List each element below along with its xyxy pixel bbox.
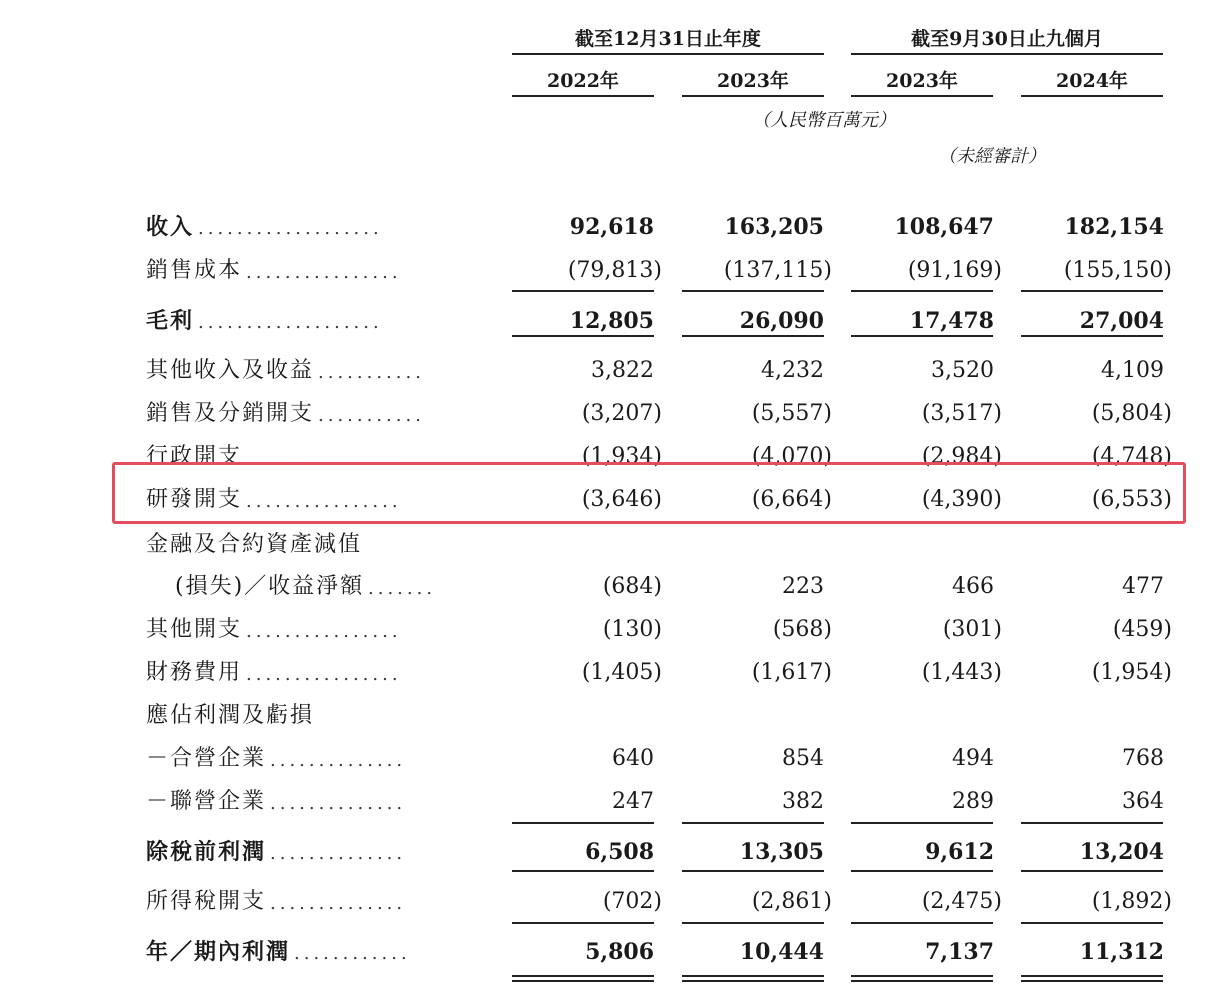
row-label: 毛利 bbox=[146, 308, 195, 334]
row-value: (91,169) bbox=[907, 258, 1002, 283]
table-row bbox=[0, 399, 1213, 439]
row-value: 92,618 bbox=[569, 214, 654, 240]
row-value: (6,553) bbox=[1091, 487, 1172, 512]
row-value: 382 bbox=[782, 789, 824, 814]
table-row bbox=[0, 530, 1213, 570]
total-double-rule bbox=[851, 980, 993, 982]
row-value: (2,984) bbox=[921, 444, 1002, 469]
row-value: (301) bbox=[942, 617, 1002, 642]
row-value: 4,232 bbox=[761, 358, 824, 383]
leader-dots: .............. bbox=[270, 893, 407, 914]
total-double-rule bbox=[682, 980, 824, 982]
row-value: (155,150) bbox=[1063, 258, 1172, 283]
subtotal-rule bbox=[512, 335, 654, 337]
subtotal-rule bbox=[851, 870, 993, 872]
row-value: (5,557) bbox=[751, 401, 832, 426]
row-value: (568) bbox=[772, 617, 832, 642]
unit-note: （人民幣百萬元） bbox=[752, 110, 896, 131]
row-label: －聯營企業 bbox=[146, 789, 267, 814]
subtotal-rule bbox=[682, 335, 824, 337]
year-rule bbox=[512, 95, 654, 97]
leader-dots: .............. bbox=[270, 843, 407, 864]
row-value: (1,405) bbox=[581, 660, 662, 685]
year-rule bbox=[1021, 95, 1163, 97]
row-value: 13,204 bbox=[1079, 839, 1164, 865]
subtotal-rule bbox=[512, 870, 654, 872]
row-value: 247 bbox=[612, 789, 654, 814]
unaudited-note: （未經審計） bbox=[938, 146, 1046, 167]
row-value: (1,934) bbox=[581, 444, 662, 469]
row-label: 金融及合約資產減值 bbox=[146, 532, 363, 557]
row-value: 364 bbox=[1122, 789, 1164, 814]
row-label: 除稅前利潤 bbox=[146, 839, 267, 865]
row-value: 6,508 bbox=[585, 839, 654, 865]
year-rule bbox=[682, 95, 824, 97]
table-row bbox=[0, 887, 1213, 927]
row-label: 應佔利潤及虧損 bbox=[146, 703, 315, 728]
row-value: (1,954) bbox=[1091, 660, 1172, 685]
row-value: (4,748) bbox=[1091, 444, 1172, 469]
subtotal-rule bbox=[682, 822, 824, 824]
row-value: 640 bbox=[612, 746, 654, 771]
row-value: 12,805 bbox=[569, 308, 654, 334]
row-value: (1,892) bbox=[1091, 889, 1172, 914]
subtotal-rule bbox=[1021, 290, 1163, 292]
table-row bbox=[0, 701, 1213, 741]
row-value: 17,478 bbox=[909, 308, 994, 334]
row-value: (137,115) bbox=[723, 258, 832, 283]
row-value: 4,109 bbox=[1101, 358, 1164, 383]
row-value: (79,813) bbox=[567, 258, 662, 283]
row-value: (684) bbox=[602, 574, 662, 599]
row-value: 494 bbox=[952, 746, 994, 771]
subtotal-rule bbox=[1021, 335, 1163, 337]
subtotal-rule bbox=[512, 922, 654, 924]
leader-dots: .............. bbox=[270, 750, 407, 771]
row-value: (5,804) bbox=[1091, 401, 1172, 426]
subtotal-rule bbox=[682, 870, 824, 872]
subtotal-rule bbox=[1021, 922, 1163, 924]
row-value: 466 bbox=[952, 574, 994, 599]
year-header: 2023年 bbox=[886, 70, 958, 92]
leader-dots: ....... bbox=[368, 578, 437, 599]
year-header: 2022年 bbox=[547, 70, 619, 92]
row-value: (459) bbox=[1112, 617, 1172, 642]
row-value: (6,664) bbox=[751, 487, 832, 512]
leader-dots: ................ bbox=[246, 621, 402, 642]
header-group-nine-months: 截至9月30日止九個月 bbox=[911, 28, 1103, 50]
row-label: (損失)／收益淨額 bbox=[175, 574, 365, 599]
leader-dots: ........... bbox=[318, 362, 425, 383]
subtotal-rule bbox=[1021, 822, 1163, 824]
subtotal-rule bbox=[682, 290, 824, 292]
subtotal-rule bbox=[682, 922, 824, 924]
row-label: 銷售及分銷開支 bbox=[146, 401, 315, 426]
row-label: 年／期內利潤 bbox=[146, 939, 291, 965]
row-value: 477 bbox=[1122, 574, 1164, 599]
total-double-rule bbox=[512, 980, 654, 982]
subtotal-rule bbox=[851, 822, 993, 824]
row-value: 182,154 bbox=[1064, 214, 1164, 240]
row-value: 163,205 bbox=[724, 214, 824, 240]
row-value: (3,517) bbox=[921, 401, 1002, 426]
row-value: 768 bbox=[1122, 746, 1164, 771]
row-value: 9,612 bbox=[925, 839, 994, 865]
total-double-rule bbox=[1021, 975, 1163, 977]
row-value: (4,390) bbox=[921, 487, 1002, 512]
row-value: 7,137 bbox=[925, 939, 994, 965]
row-value: (1,443) bbox=[921, 660, 1002, 685]
row-label: 研發開支 bbox=[146, 487, 243, 512]
row-value: 854 bbox=[782, 746, 824, 771]
leader-dots: ................ bbox=[246, 491, 402, 512]
header-group-rule bbox=[851, 53, 1163, 55]
table-row bbox=[0, 212, 1213, 252]
row-value: 108,647 bbox=[894, 214, 994, 240]
row-value: 26,090 bbox=[739, 308, 824, 334]
row-label: 收入 bbox=[146, 214, 195, 240]
table-row bbox=[0, 306, 1213, 346]
row-value: 27,004 bbox=[1079, 308, 1164, 334]
row-label: 財務費用 bbox=[146, 660, 243, 685]
table-row bbox=[0, 937, 1213, 977]
leader-dots: ................... bbox=[198, 218, 383, 239]
leader-dots: .............. bbox=[270, 793, 407, 814]
leader-dots: ................ bbox=[246, 262, 402, 283]
row-value: (1,617) bbox=[751, 660, 832, 685]
row-label: 行政開支 bbox=[146, 444, 243, 469]
subtotal-rule bbox=[851, 922, 993, 924]
subtotal-rule bbox=[512, 822, 654, 824]
row-label: 所得稅開支 bbox=[146, 889, 267, 914]
row-value: (2,861) bbox=[751, 889, 832, 914]
table-row bbox=[0, 572, 1213, 612]
leader-dots: ................... bbox=[198, 312, 383, 333]
leader-dots: ........... bbox=[318, 405, 425, 426]
table-row bbox=[0, 787, 1213, 827]
row-value: 5,806 bbox=[585, 939, 654, 965]
total-double-rule bbox=[682, 975, 824, 977]
row-value: (4,070) bbox=[751, 444, 832, 469]
row-value: 3,520 bbox=[931, 358, 994, 383]
table-row bbox=[0, 744, 1213, 784]
row-value: 289 bbox=[952, 789, 994, 814]
year-rule bbox=[851, 95, 993, 97]
row-value: (702) bbox=[602, 889, 662, 914]
row-label: 銷售成本 bbox=[146, 258, 243, 283]
leader-dots: ................ bbox=[246, 448, 402, 469]
row-label: －合營企業 bbox=[146, 746, 267, 771]
total-double-rule bbox=[1021, 980, 1163, 982]
row-value: 11,312 bbox=[1079, 939, 1164, 965]
header-group-rule bbox=[512, 53, 824, 55]
subtotal-rule bbox=[851, 335, 993, 337]
leader-dots: ............ bbox=[294, 943, 411, 964]
table-row bbox=[0, 356, 1213, 396]
table-row bbox=[0, 615, 1213, 655]
row-value: 223 bbox=[782, 574, 824, 599]
year-header: 2023年 bbox=[717, 70, 789, 92]
row-label: 其他開支 bbox=[146, 617, 243, 642]
highlight-box bbox=[112, 462, 1186, 524]
row-value: (2,475) bbox=[921, 889, 1002, 914]
row-value: 10,444 bbox=[739, 939, 824, 965]
row-value: (3,646) bbox=[581, 487, 662, 512]
row-value: (130) bbox=[602, 617, 662, 642]
row-value: 3,822 bbox=[591, 358, 654, 383]
year-header: 2024年 bbox=[1056, 70, 1128, 92]
row-value: (3,207) bbox=[581, 401, 662, 426]
row-value: 13,305 bbox=[739, 839, 824, 865]
subtotal-rule bbox=[512, 290, 654, 292]
total-double-rule bbox=[512, 975, 654, 977]
subtotal-rule bbox=[1021, 870, 1163, 872]
table-row bbox=[0, 658, 1213, 698]
subtotal-rule bbox=[851, 290, 993, 292]
row-label: 其他收入及收益 bbox=[146, 358, 315, 383]
total-double-rule bbox=[851, 975, 993, 977]
header-group-fiscal-year: 截至12月31日止年度 bbox=[575, 28, 761, 50]
leader-dots: ................ bbox=[246, 664, 402, 685]
